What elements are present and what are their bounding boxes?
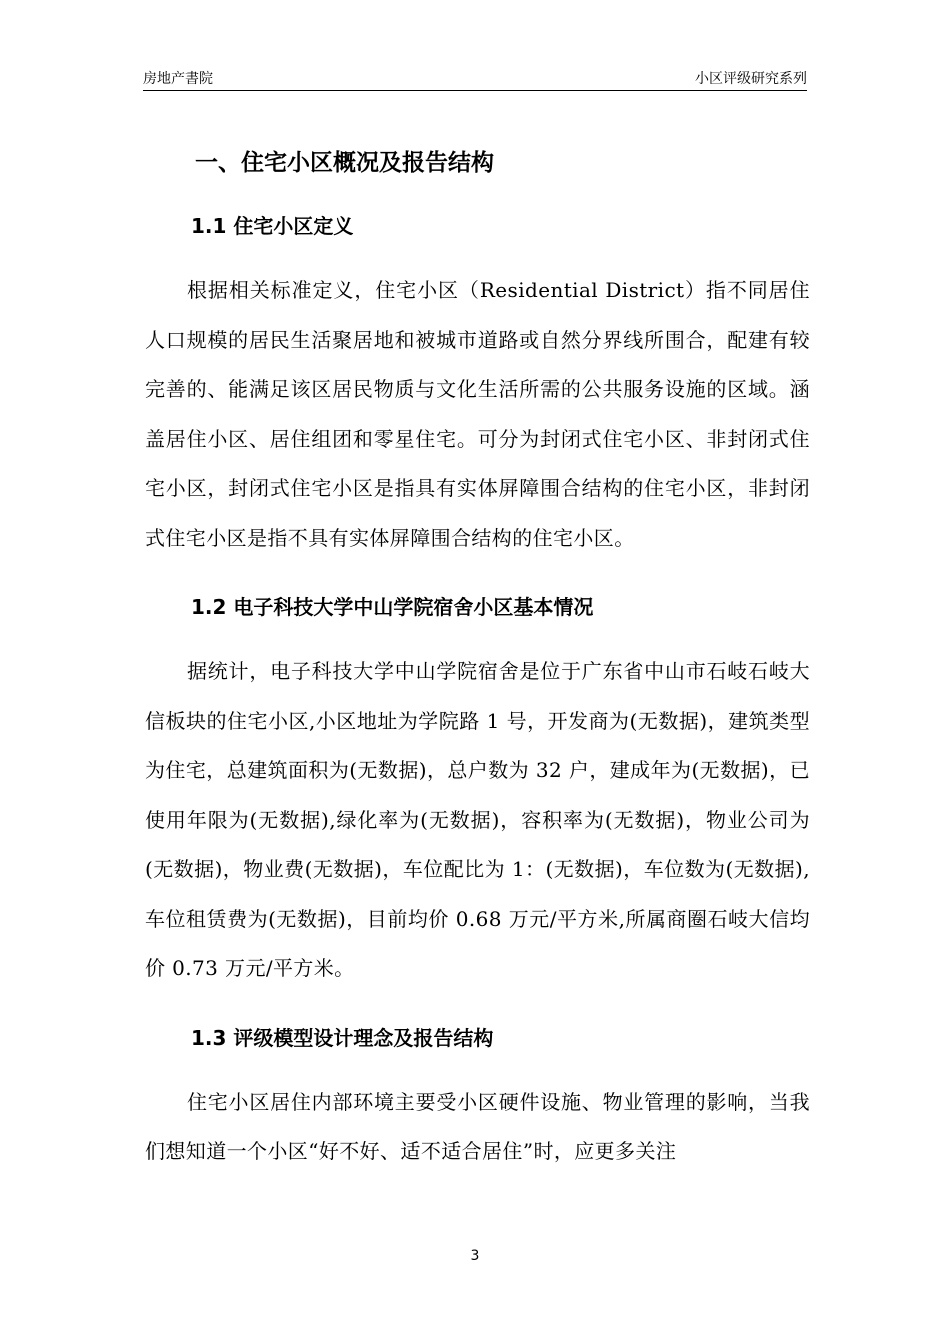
document-body (145, 140, 810, 1177)
subsection-heading-1-3: 1.3 评级模型设计理念及报告结构 (191, 1025, 494, 1050)
header-publisher: 房地产書院 (143, 71, 213, 87)
subsection-heading-1-2: 1.2 电子科技大学中山学院宿舍小区基本情况 (191, 595, 594, 619)
paragraph-definition: 根据相关标准定义，住宅小区（Residential District）指不同居住人口规模的居民生活聚居地和被城市道路或自然分界线所围合，配建有较完善的、能满足该区居民物质与文化生活所需的公共服务设施的区域。涵盖居住小区、居住组团和零星住宅。可分为封闭式住宅小区、非封闭式住宅小区，封闭式住宅小区是指具有实体屏障围合结构的住宅小区，非封闭式住宅小区是指不具有实体屏障围合结构的住宅小区。 (145, 278, 810, 550)
page-number: 3 (470, 1248, 480, 1264)
page-header (143, 66, 807, 91)
paragraph-model-design: 住宅小区居住内部环境主要受小区硬件设施、物业管理的影响，当我们想知道一个小区“好不好、适不适合居住”时，应更多关注 (145, 1089, 810, 1163)
header-series-title: 小区评级研究系列 (695, 71, 807, 87)
subsection-heading-1-1: 1.1 住宅小区定义 (191, 214, 354, 238)
paragraph-basic-info: 据统计，电子科技大学中山学院宿舍是位于广东省中山市石岐石岐大信板块的住宅小区,小区地址为学院路 1 号，开发商为(无数据)，建筑类型为住宅，总建筑面积为(无数据)，总户数为 32 户，建成年为(无数据)，已使用年限为(无数据),绿化率为(无数据)，容积率为(无数据)，物业公司为(无数据)，物业费(无数据)，车位配比为 1：(无数据)，车位数为(无数据),车位租赁费为(无数据)，目前均价 0.68 万元/平方米,所属商圈石岐大信均价 0.73 万元/平方米。 (145, 659, 810, 980)
section-heading-1: 一、住宅小区概况及报告结构 (195, 150, 494, 176)
